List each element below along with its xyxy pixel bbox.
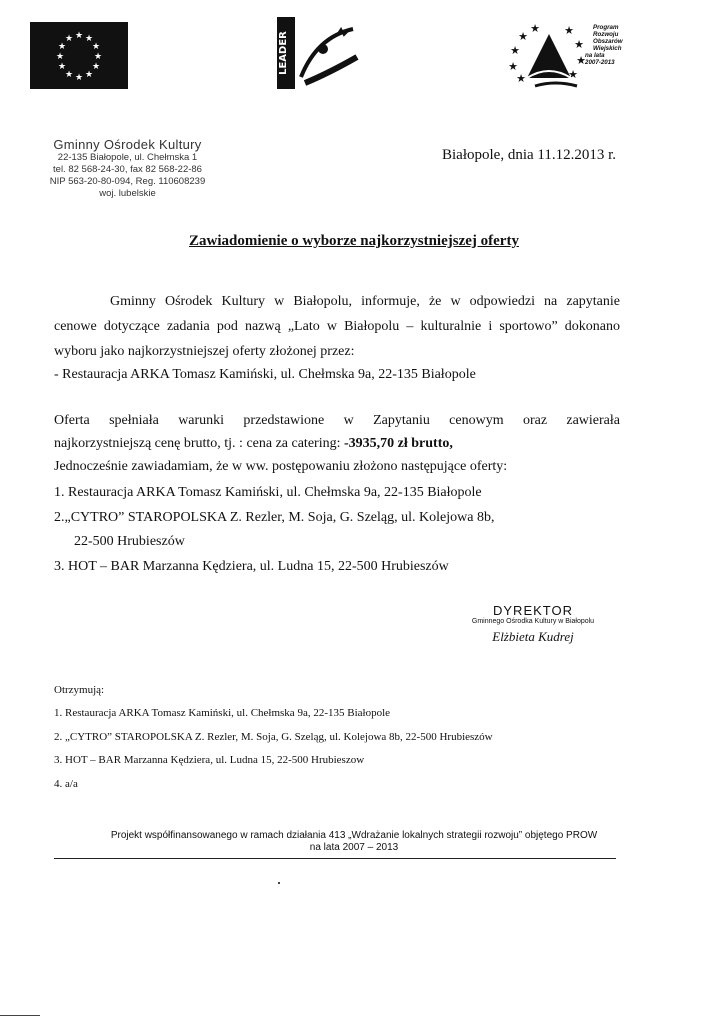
intro-line-1: Gminny Ośrodek Kultury w Białopolu, informuje, że w odpowiedzi na zapytanie bbox=[110, 294, 620, 309]
offer-line-2-end: , bbox=[449, 436, 453, 451]
stamp-name: Gminny Ośrodek Kultury bbox=[53, 137, 202, 152]
intro-line-2: cenowe dotyczące zadania pod nazwą „Lato w Białopolu – kulturalnie i sportowo” dokonano bbox=[54, 319, 620, 334]
footer-divider bbox=[54, 858, 616, 859]
svg-text:★: ★ bbox=[57, 62, 67, 72]
stamp-nip: NIP 563-20-80-094, Reg. 110608239 bbox=[49, 176, 206, 187]
date-line: Białopole, dnia 11.12.2013 r. bbox=[442, 147, 617, 163]
list-item: 3. HOT – BAR Marzanna Kędziera, ul. Ludna 15, 22-500 Hrubieszow bbox=[54, 754, 365, 766]
svg-text:★: ★ bbox=[574, 38, 584, 51]
list-item: 3. HOT – BAR Marzanna Kędziera, ul. Ludna 15, 22-500 Hrubieszów bbox=[54, 559, 449, 574]
signature-role: DYREKTOR bbox=[493, 603, 573, 618]
svg-text:★: ★ bbox=[55, 52, 65, 62]
svg-text:★: ★ bbox=[516, 72, 526, 85]
list-item: 1. Restauracja ARKA Tomasz Kamiński, ul. Chełmska 9a, 22-135 Białopole bbox=[54, 707, 391, 719]
svg-text:★: ★ bbox=[64, 70, 74, 80]
svg-text:★: ★ bbox=[91, 62, 101, 72]
svg-text:★: ★ bbox=[84, 70, 94, 80]
leader-emblem-icon bbox=[277, 17, 361, 89]
svg-text:★: ★ bbox=[57, 42, 67, 52]
winner-line: - Restauracja ARKA Tomasz Kamiński, ul. Chełmska 9a, 22-135 Białopole bbox=[54, 367, 476, 382]
offer-line-1: Oferta spełniała warunki przedstawione w Zapytaniu cenowym oraz zawierała bbox=[54, 413, 620, 428]
list-item: 22-500 Hrubieszów bbox=[74, 534, 185, 549]
svg-text:★: ★ bbox=[84, 34, 94, 44]
director-signature bbox=[458, 603, 608, 645]
footer-line-1: Projekt współfinansowanego w ramach działania 413 „Wdrażanie lokalnych strategii rozwoju” objętego PROW bbox=[110, 830, 598, 841]
stamp-region: woj. lubelskie bbox=[99, 188, 156, 199]
svg-text:★: ★ bbox=[518, 30, 528, 43]
intro-line-3: wyboru jako najkorzystniejszej oferty złożonej przez: bbox=[54, 344, 355, 359]
eu-flag-icon bbox=[30, 22, 128, 89]
svg-text:LEADER: LEADER bbox=[278, 31, 289, 75]
list-item: 4. a/a bbox=[54, 778, 78, 790]
page-title: Zawiadomienie o wyborze najkorzystniejszej oferty bbox=[189, 233, 519, 249]
svg-text:★: ★ bbox=[74, 31, 84, 41]
stamp-address: 22-135 Białopole, ul. Chełmska 1 bbox=[57, 152, 198, 163]
list-item: 1. Restauracja ARKA Tomasz Kamiński, ul. Chełmska 9a, 22-135 Białopole bbox=[54, 485, 482, 500]
svg-text:★: ★ bbox=[91, 42, 101, 52]
list-item: 2. „CYTRO” STAROPOLSKA Z. Rezler, M. Soja, G. Szeląg, ul. Kolejowa 8b, 22-500 Hrubieszów bbox=[54, 731, 493, 743]
prow-logo bbox=[505, 20, 630, 95]
recipients-heading: Otrzymują: bbox=[54, 684, 105, 696]
offer-price: -3935,70 zł brutto bbox=[343, 436, 450, 451]
list-item: 2.„CYTRO” STAROPOLSKA Z. Rezler, M. Soja, G. Szeląg, ul. Kolejowa 8b, bbox=[54, 510, 495, 525]
svg-text:★: ★ bbox=[64, 34, 74, 44]
institution-stamp bbox=[40, 137, 215, 200]
signature-org: Gminnego Ośrodka Kultury w Białopolu bbox=[471, 618, 595, 625]
scan-speck bbox=[278, 882, 280, 884]
svg-text:★: ★ bbox=[74, 73, 84, 83]
svg-text:★: ★ bbox=[510, 44, 520, 57]
stamp-phone: tel. 82 568-24-30, fax 82 568-22-86 bbox=[53, 164, 202, 175]
svg-text:★: ★ bbox=[93, 52, 103, 62]
prow-emblem-icon bbox=[505, 20, 590, 95]
offer-line-2 bbox=[54, 433, 620, 455]
svg-text:★: ★ bbox=[564, 24, 574, 37]
offer-line-3: Jednocześnie zawiadamiam, że w ww. postępowaniu złożono następujące oferty: bbox=[54, 459, 508, 474]
leader-logo bbox=[277, 17, 361, 89]
offer-line-2-text: najkorzystniejszą cenę brutto, tj. : cena za catering: bbox=[54, 436, 344, 451]
svg-text:★: ★ bbox=[530, 22, 540, 35]
eu-flag-logo bbox=[30, 22, 128, 89]
footer-note bbox=[54, 830, 654, 854]
prow-logo-text: Program Rozwoju Obszarów Wiejskich na lata 2007-2013 bbox=[585, 24, 623, 66]
footer-line-2: na lata 2007 – 2013 bbox=[309, 842, 399, 853]
svg-text:★: ★ bbox=[568, 68, 578, 81]
bottom-divider bbox=[0, 1015, 40, 1016]
svg-text:★: ★ bbox=[508, 60, 518, 73]
svg-text:★: ★ bbox=[576, 54, 586, 67]
signature-name: Elżbieta Kudrej bbox=[492, 629, 574, 644]
